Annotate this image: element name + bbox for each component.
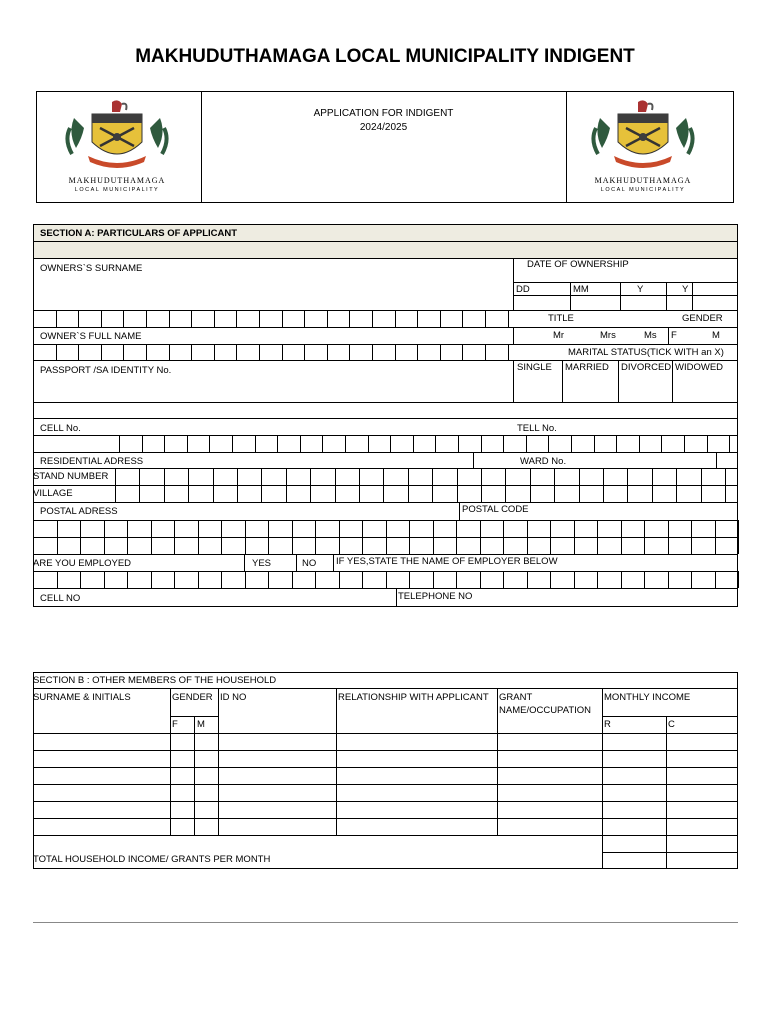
entry-box-divider — [725, 485, 726, 502]
entry-box-divider — [310, 468, 311, 485]
entry-box-divider — [286, 485, 287, 502]
entry-box-divider — [668, 571, 669, 588]
entry-box-divider — [676, 485, 677, 502]
entry-box-divider — [571, 435, 572, 452]
title-mrs[interactable]: Mrs — [600, 330, 616, 341]
date-of-ownership-label: DATE OF OWNERSHIP — [527, 259, 629, 270]
employed-label: ARE YOU EMPLOYED — [33, 558, 132, 569]
gender-label: GENDER — [682, 313, 723, 324]
entry-box-divider — [151, 520, 152, 537]
entry-box-divider — [322, 435, 323, 452]
entry-box-divider — [104, 520, 105, 537]
entry-box-divider — [56, 310, 57, 327]
entry-box-divider — [245, 537, 246, 554]
entry-box-divider — [245, 571, 246, 588]
entry-box-divider — [432, 485, 433, 502]
entry-box-divider — [409, 520, 410, 537]
entry-box-divider — [715, 520, 716, 537]
entry-box-divider — [151, 537, 152, 554]
entry-box-divider — [335, 468, 336, 485]
entry-box-divider — [214, 310, 215, 327]
entry-box-divider — [715, 537, 716, 554]
entry-box-divider — [440, 344, 441, 360]
entry-box-divider — [574, 520, 575, 537]
entry-box-divider — [550, 537, 551, 554]
entry-box-divider — [481, 468, 482, 485]
entry-box-divider — [440, 310, 441, 327]
entry-box-divider — [383, 485, 384, 502]
entry-box-divider — [151, 571, 152, 588]
entry-box-divider — [174, 520, 175, 537]
entry-box-divider — [701, 468, 702, 485]
marital-divorced[interactable]: DIVORCED — [621, 362, 672, 373]
entry-box-divider — [164, 468, 165, 485]
entry-box-divider — [255, 435, 256, 452]
cell-number-boxes[interactable] — [33, 435, 738, 452]
entry-box-divider — [245, 520, 246, 537]
entry-box-divider — [362, 571, 363, 588]
title-mr[interactable]: Mr — [553, 330, 565, 341]
postal-address-label: POSTAL ADRESS — [40, 506, 118, 517]
entry-box-divider — [236, 310, 237, 327]
entry-box-divider — [579, 485, 580, 502]
telephone-no-label: TELEPHONE NO — [398, 591, 473, 602]
entry-box-divider — [268, 520, 269, 537]
entry-box-divider — [304, 310, 305, 327]
entry-box-divider — [554, 468, 555, 485]
entry-box-divider — [292, 520, 293, 537]
entry-box-divider — [503, 520, 504, 537]
entry-box-divider — [286, 468, 287, 485]
entry-box-divider — [237, 468, 238, 485]
entry-box-divider — [101, 310, 102, 327]
entry-box-divider — [115, 485, 116, 502]
entry-box-divider — [33, 537, 34, 554]
entry-box-divider — [409, 571, 410, 588]
entry-box-divider — [691, 520, 692, 537]
entry-box-divider — [169, 344, 170, 360]
entry-box-divider — [408, 468, 409, 485]
employed-no[interactable]: NO — [302, 558, 317, 569]
entry-box-divider — [597, 520, 598, 537]
col-gender-f: F — [172, 719, 178, 730]
page-title: MAKHUDUTHAMAGA LOCAL MUNICIPALITY INDIGENT — [135, 46, 635, 67]
gender-m[interactable]: M — [712, 330, 720, 341]
entry-box-divider — [390, 435, 391, 452]
entry-box-divider — [738, 520, 739, 537]
entry-box-divider — [729, 435, 730, 452]
entry-box-divider — [123, 344, 124, 360]
entry-box-divider — [237, 485, 238, 502]
entry-box-divider — [142, 435, 143, 452]
application-heading: APPLICATION FOR INDIGENT — [313, 108, 454, 119]
entry-box-divider — [174, 537, 175, 554]
entry-box-divider — [198, 520, 199, 537]
entry-box-divider — [684, 435, 685, 452]
gender-f[interactable]: F — [671, 330, 677, 341]
logo-subtitle: LOCAL MUNICIPALITY — [600, 187, 686, 193]
entry-box-divider — [621, 520, 622, 537]
entry-box-divider — [644, 571, 645, 588]
entry-box-divider — [627, 485, 628, 502]
entry-box-divider — [327, 310, 328, 327]
entry-box-divider — [139, 485, 140, 502]
entry-box-divider — [481, 435, 482, 452]
col-monthly-income: MONTHLY INCOME — [604, 692, 691, 703]
entry-box-divider — [221, 571, 222, 588]
cell-no-2-label: CELL NO — [40, 593, 81, 604]
entry-box-divider — [104, 537, 105, 554]
entry-box-divider — [349, 310, 350, 327]
entry-box-divider — [505, 485, 506, 502]
entry-box-divider — [652, 468, 653, 485]
entry-box-divider — [386, 537, 387, 554]
entry-box-divider — [146, 344, 147, 360]
entry-box-divider — [139, 468, 140, 485]
col-gender: GENDER — [172, 692, 213, 703]
entry-box-divider — [597, 571, 598, 588]
entry-box-divider — [349, 344, 350, 360]
logo-name: MAKHUDUTHAMAGA — [594, 176, 692, 185]
passport-label: PASSPORT /SA IDENTITY No. — [40, 365, 172, 376]
owners-full-name-label: OWNER`S FULL NAME — [40, 331, 142, 342]
postal-address-boxes[interactable] — [33, 520, 738, 537]
entry-box-divider — [480, 571, 481, 588]
entry-box-divider — [268, 571, 269, 588]
entry-box-divider — [101, 344, 102, 360]
entry-box-divider — [527, 537, 528, 554]
application-year: 2024/2025 — [359, 122, 408, 133]
entry-box-divider — [327, 344, 328, 360]
entry-box-divider — [282, 344, 283, 360]
section-b-heading: SECTION B : OTHER MEMBERS OF THE HOUSEHOLD — [33, 675, 277, 686]
marital-status-label: MARITAL STATUS(TICK WITH an X) — [568, 347, 724, 358]
marital-married[interactable]: MARRIED — [565, 362, 609, 373]
village-label: VILLAGE — [33, 488, 73, 499]
col-income-r: R — [604, 719, 611, 730]
entry-box-divider — [221, 537, 222, 554]
entry-box-divider — [104, 571, 105, 588]
entry-box-divider — [221, 520, 222, 537]
stand-number-label: STAND NUMBER — [33, 471, 109, 482]
cell-no-label: CELL No. — [40, 423, 81, 434]
entry-box-divider — [738, 571, 739, 588]
entry-box-divider — [485, 310, 486, 327]
entry-box-divider — [362, 537, 363, 554]
entry-box-divider — [462, 344, 463, 360]
entry-box-divider — [508, 344, 509, 360]
employer-name-boxes[interactable] — [33, 571, 738, 588]
municipality-logo-left — [62, 98, 172, 196]
entry-box-divider — [408, 485, 409, 502]
entry-box-divider — [527, 520, 528, 537]
col-id-no: ID NO — [220, 692, 247, 703]
total-household-income-label: TOTAL HOUSEHOLD INCOME/ GRANTS PER MONTH — [33, 854, 271, 865]
entry-box-divider — [597, 537, 598, 554]
entry-box-divider — [213, 485, 214, 502]
village-boxes[interactable] — [115, 485, 738, 502]
entry-box-divider — [127, 537, 128, 554]
entry-box-divider — [78, 310, 79, 327]
entry-box-divider — [691, 571, 692, 588]
entry-box-divider — [644, 537, 645, 554]
municipality-logo-right — [588, 98, 698, 196]
entry-box-divider — [146, 310, 147, 327]
entry-box-divider — [80, 571, 81, 588]
entry-box-divider — [433, 537, 434, 554]
owners-surname-label: OWNERS`S SURNAME — [40, 263, 143, 274]
entry-box-divider — [456, 537, 457, 554]
entry-box-divider — [187, 435, 188, 452]
entry-box-divider — [282, 310, 283, 327]
surname-boxes[interactable] — [33, 310, 513, 327]
entry-box-divider — [621, 571, 622, 588]
col-grant-1: GRANT — [499, 692, 533, 703]
entry-box-divider — [627, 468, 628, 485]
entry-box-divider — [417, 310, 418, 327]
entry-box-divider — [57, 571, 58, 588]
entry-box-divider — [198, 537, 199, 554]
entry-box-divider — [372, 310, 373, 327]
entry-box-divider — [527, 571, 528, 588]
crest-icon — [588, 98, 698, 170]
entry-box-divider — [413, 435, 414, 452]
entry-box-divider — [261, 468, 262, 485]
employer-instruction: IF YES,STATE THE NAME OF EMPLOYER BELOW — [336, 556, 558, 567]
tell-no-label: TELL No. — [517, 423, 557, 434]
entry-box-divider — [259, 344, 260, 360]
entry-box-divider — [362, 520, 363, 537]
entry-box-divider — [432, 468, 433, 485]
entry-box-divider — [480, 520, 481, 537]
entry-box-divider — [738, 537, 739, 554]
stand-number-boxes[interactable] — [115, 468, 738, 485]
entry-box-divider — [457, 485, 458, 502]
entry-box-divider — [383, 468, 384, 485]
entry-box-divider — [169, 310, 170, 327]
year-label-2: Y — [682, 284, 689, 295]
entry-box-divider — [668, 520, 669, 537]
entry-box-divider — [433, 520, 434, 537]
entry-box-divider — [232, 435, 233, 452]
entry-box-divider — [661, 435, 662, 452]
ward-no-label: WARD No. — [520, 456, 567, 467]
entry-box-divider — [457, 468, 458, 485]
entry-box-divider — [481, 485, 482, 502]
dd-label: DD — [516, 284, 530, 295]
entry-box-divider — [603, 468, 604, 485]
entry-box-divider — [691, 537, 692, 554]
entry-box-divider — [259, 310, 260, 327]
entry-box-divider — [485, 344, 486, 360]
postal-code-label: POSTAL CODE — [462, 504, 529, 515]
entry-box-divider — [644, 520, 645, 537]
footer-divider — [33, 922, 738, 923]
entry-box-divider — [198, 571, 199, 588]
entry-box-divider — [310, 485, 311, 502]
entry-box-divider — [188, 468, 189, 485]
entry-box-divider — [574, 537, 575, 554]
entry-box-divider — [409, 537, 410, 554]
entry-box-divider — [57, 520, 58, 537]
entry-box-divider — [668, 537, 669, 554]
entry-box-divider — [456, 571, 457, 588]
entry-box-divider — [33, 520, 34, 537]
col-surname: SURNAME & INITIALS — [33, 692, 131, 703]
entry-box-divider — [209, 435, 210, 452]
entry-box-divider — [701, 485, 702, 502]
entry-box-divider — [300, 435, 301, 452]
logo-name: MAKHUDUTHAMAGA — [68, 176, 166, 185]
entry-box-divider — [462, 310, 463, 327]
entry-box-divider — [359, 485, 360, 502]
entry-box-divider — [550, 571, 551, 588]
entry-box-divider — [386, 571, 387, 588]
entry-box-divider — [456, 520, 457, 537]
entry-box-divider — [78, 344, 79, 360]
entry-box-divider — [368, 435, 369, 452]
entry-box-divider — [164, 485, 165, 502]
entry-box-divider — [530, 468, 531, 485]
entry-box-divider — [526, 435, 527, 452]
entry-box-divider — [715, 571, 716, 588]
entry-box-divider — [188, 485, 189, 502]
entry-box-divider — [277, 435, 278, 452]
entry-box-divider — [236, 344, 237, 360]
section-a-heading: SECTION A: PARTICULARS OF APPLICANT — [40, 228, 238, 239]
entry-box-divider — [268, 537, 269, 554]
entry-box-divider — [115, 468, 116, 485]
entry-box-divider — [707, 435, 708, 452]
entry-box-divider — [119, 435, 120, 452]
title-ms[interactable]: Ms — [644, 330, 657, 341]
entry-box-divider — [261, 485, 262, 502]
col-gender-m: M — [197, 719, 205, 730]
entry-box-divider — [725, 468, 726, 485]
entry-box-divider — [335, 485, 336, 502]
col-income-c: C — [668, 719, 675, 730]
entry-box-divider — [339, 571, 340, 588]
entry-box-divider — [530, 485, 531, 502]
col-grant-2: NAME/OCCUPATION — [499, 705, 592, 716]
entry-box-divider — [339, 537, 340, 554]
entry-box-divider — [123, 310, 124, 327]
entry-box-divider — [292, 537, 293, 554]
full-name-boxes[interactable] — [33, 344, 513, 360]
crest-icon — [62, 98, 172, 170]
mm-label: MM — [573, 284, 589, 295]
entry-box-divider — [359, 468, 360, 485]
entry-box-divider — [214, 344, 215, 360]
entry-box-divider — [395, 310, 396, 327]
entry-box-divider — [339, 520, 340, 537]
entry-box-divider — [372, 344, 373, 360]
entry-box-divider — [292, 571, 293, 588]
entry-box-divider — [213, 468, 214, 485]
entry-box-divider — [56, 344, 57, 360]
entry-box-divider — [503, 537, 504, 554]
marital-widowed[interactable]: WIDOWED — [675, 362, 724, 373]
entry-box-divider — [554, 485, 555, 502]
entry-box-divider — [480, 537, 481, 554]
entry-box-divider — [315, 537, 316, 554]
entry-box-divider — [603, 485, 604, 502]
entry-box-divider — [652, 485, 653, 502]
entry-box-divider — [676, 468, 677, 485]
entry-box-divider — [579, 468, 580, 485]
entry-box-divider — [191, 310, 192, 327]
year-label-1: Y — [637, 284, 644, 295]
entry-box-divider — [127, 571, 128, 588]
entry-box-divider — [417, 344, 418, 360]
employed-yes[interactable]: YES — [252, 558, 272, 569]
entry-box-divider — [550, 520, 551, 537]
entry-box-divider — [164, 435, 165, 452]
entry-box-divider — [458, 435, 459, 452]
entry-box-divider — [505, 468, 506, 485]
postal-address-boxes-2[interactable] — [33, 537, 738, 554]
entry-box-divider — [574, 571, 575, 588]
marital-single[interactable]: SINGLE — [517, 362, 552, 373]
entry-box-divider — [508, 310, 509, 327]
entry-box-divider — [548, 435, 549, 452]
entry-box-divider — [33, 310, 34, 327]
entry-box-divider — [33, 344, 34, 360]
entry-box-divider — [503, 435, 504, 452]
entry-box-divider — [80, 520, 81, 537]
entry-box-divider — [433, 571, 434, 588]
entry-box-divider — [435, 435, 436, 452]
entry-box-divider — [386, 520, 387, 537]
entry-box-divider — [80, 537, 81, 554]
entry-box-divider — [127, 520, 128, 537]
entry-box-divider — [174, 571, 175, 588]
entry-box-divider — [594, 435, 595, 452]
entry-box-divider — [621, 537, 622, 554]
entry-box-divider — [57, 537, 58, 554]
residential-address-label: RESIDENTIAL ADRESS — [40, 456, 144, 467]
entry-box-divider — [616, 435, 617, 452]
entry-box-divider — [315, 571, 316, 588]
entry-box-divider — [503, 571, 504, 588]
col-relationship: RELATIONSHIP WITH APPLICANT — [338, 692, 489, 703]
entry-box-divider — [33, 571, 34, 588]
entry-box-divider — [345, 435, 346, 452]
entry-box-divider — [395, 344, 396, 360]
entry-box-divider — [304, 344, 305, 360]
entry-box-divider — [191, 344, 192, 360]
entry-box-divider — [315, 520, 316, 537]
title-label: TITLE — [548, 313, 574, 324]
entry-box-divider — [639, 435, 640, 452]
logo-subtitle: LOCAL MUNICIPALITY — [74, 187, 160, 193]
